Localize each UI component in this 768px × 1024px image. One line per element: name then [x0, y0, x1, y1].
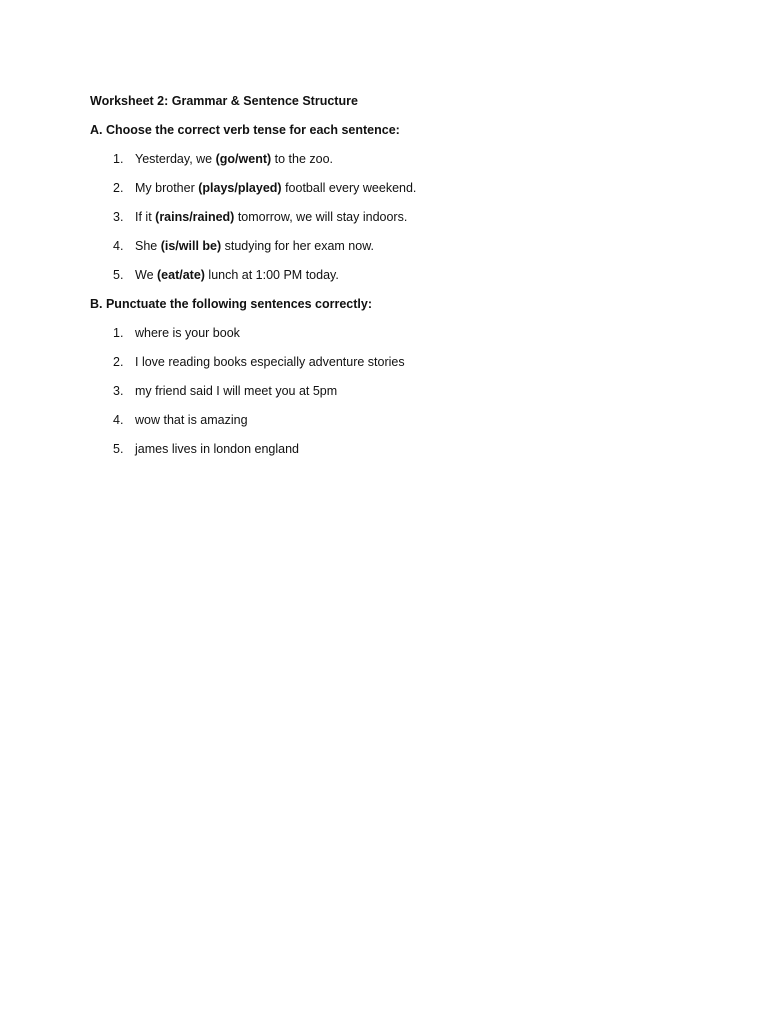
- section-b-list: [90, 325, 690, 457]
- verb-options: (plays/played): [198, 181, 282, 195]
- list-item: [90, 325, 690, 341]
- item-number: 1.: [113, 152, 124, 166]
- list-item: [90, 151, 690, 167]
- list-item: [90, 180, 690, 196]
- item-number: 4.: [113, 413, 124, 427]
- item-number: 2.: [113, 181, 124, 195]
- verb-options: (rains/rained): [155, 210, 235, 224]
- item-text-before: She: [135, 239, 161, 253]
- section-b-heading: B. Punctuate the following sentences correctly:: [90, 297, 373, 311]
- list-item: [90, 383, 690, 399]
- worksheet-title: Worksheet 2: Grammar & Sentence Structure: [90, 94, 358, 108]
- item-number: 3.: [113, 210, 124, 224]
- item-text: where is your book: [135, 326, 240, 340]
- section-a-heading: A. Choose the correct verb tense for each sentence:: [90, 123, 400, 137]
- item-number: 1.: [113, 326, 124, 340]
- item-number: 5.: [113, 442, 124, 456]
- list-item: [90, 441, 690, 457]
- verb-options: (eat/ate): [157, 268, 205, 282]
- item-text-after: tomorrow, we will stay indoors.: [234, 210, 408, 224]
- item-text: james lives in london england: [135, 442, 299, 456]
- list-item: [90, 267, 690, 283]
- item-text: my friend said I will meet you at 5pm: [135, 384, 338, 398]
- item-text: I love reading books especially adventure stories: [135, 355, 405, 369]
- item-text: wow that is amazing: [135, 413, 248, 427]
- verb-options: (is/will be): [160, 239, 222, 253]
- list-item: [90, 354, 690, 370]
- item-text-before: We: [135, 268, 157, 282]
- item-text-after: football every weekend.: [281, 181, 417, 195]
- item-text-before: My brother: [135, 181, 199, 195]
- list-item: [90, 238, 690, 254]
- list-item: [90, 412, 690, 428]
- item-number: 2.: [113, 355, 124, 369]
- item-number: 5.: [113, 268, 124, 282]
- item-text-after: lunch at 1:00 PM today.: [204, 268, 339, 282]
- item-text-after: to the zoo.: [271, 152, 334, 166]
- item-text-after: studying for her exam now.: [221, 239, 375, 253]
- section-a-list: [90, 151, 690, 283]
- item-text-before: If it: [135, 210, 156, 224]
- verb-options: (go/went): [215, 152, 272, 166]
- list-item: [90, 209, 690, 225]
- item-text-before: Yesterday, we: [135, 152, 216, 166]
- item-number: 3.: [113, 384, 124, 398]
- worksheet-content: [90, 93, 690, 470]
- item-number: 4.: [113, 239, 124, 253]
